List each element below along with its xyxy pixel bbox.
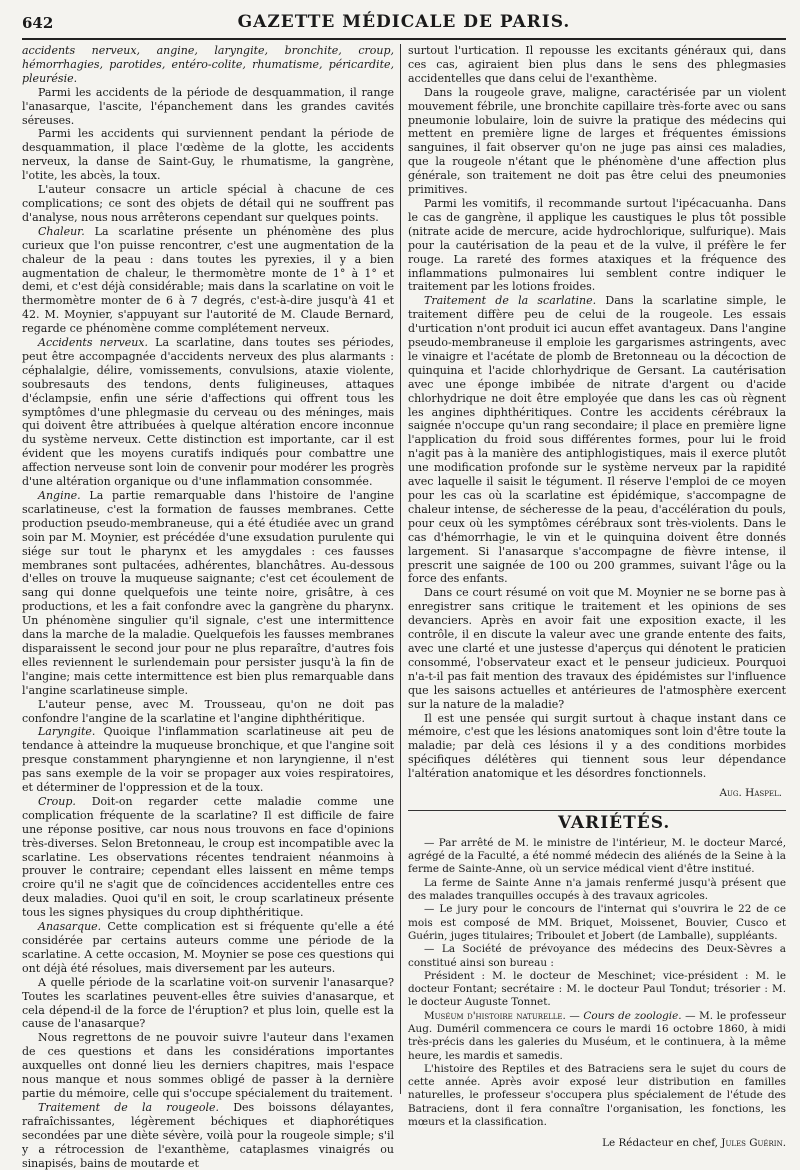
paragraph: L'auteur consacre un article spécial à chacune de ces complications; ce sont des objets de détail qui ne souffrent pas d'analyse, nous nous arrêterons cependant sur quelques points. — [22, 183, 394, 224]
section-head: Croup. — [38, 794, 76, 808]
paragraph-scarlatine: Traitement de la scarlatine. Dans la scarlatine simple, le traitement diffère peu de celui de la rougeole. Les essais d'urtication n'ont produit ici aucun effet avantageux. Dans l'angine pseudo-membraneuse il emploie les gargarismes astringents, avec le vinaigre et l'acétate de plomb de Bretonneau ou la décoction de quinquina et l'acide chlorhydrique de Gersant. La cautérisation avec une éponge imbibée de nitrate d'argent ou d'acide chlorhydrique ne doit être employée que dans les cas où règnent les angines diphthéritiques. Contre les accidents cérébraux la saignée n'occupe qu'un rang secondaire; il place en première ligne l'application du froid sous différentes formes, pour lui le froid n'agit pas à la manière des antiphlogistiques, mais il exerce plutôt une modification profonde sur le système nerveux par la rapidité avec laquelle il saisit le tégument. Il réserve l'emploi de ce moyen pour les cas où la scarlatine est épidémique, s'accompagne de chaleur intense, de sécheresse de la peau, d'accélération du pouls, pour ceux où les symptômes cérébraux sont très-violents. Dans le cas d'hémorrhagie, le vin et le quinquina doivent être donnés largement. Si l'anasarque s'accompagne de fièvre intense, il prescrit une saignée de 100 ou 200 grammes, suivant l'âge ou la force des enfants. — [408, 294, 786, 586]
column-divider — [400, 44, 401, 1094]
section-head: Traitement de la rougeole. — [38, 1100, 219, 1114]
author-signature: Aug. Haspel. — [719, 787, 782, 800]
journal-title: GAZETTE MÉDICALE DE PARIS. — [237, 12, 571, 32]
news-item: La ferme de Sainte Anne n'a jamais renfermé jusqu'à présent que des malades tranquilles occupés à des travaux agricoles. — [408, 876, 786, 903]
section-head: Traitement de la scarlatine. — [424, 294, 597, 308]
paragraph: Dans ce court résumé on voit que M. Moynier ne se borne pas à enregistrer sans critique le traitement et les opinions de ses devanciers. Après en avoir fait une exposition exacte, il les contrôle, il en discute la valeur avec une grande entente des faits, avec une clarté et une justesse d'aperçus qui dénotent le praticien consommé, l'observateur exact et le penseur judicieux. Pourquoi n'a-t-il pas fait mention des travaux des épidémistes sur l'influence que les saisons actuelles et antérieures de l'atmosphère exercent sur la nature de la maladie? — [408, 586, 786, 711]
news-item: — Le jury pour le concours de l'internat qui s'ouvrira le 22 de ce mois est composé de MM. Briquet, Moissenet, Bouvier, Cusco et Guérin, juges titulaires; Triboulet et Jobert (de Lamballe), suppléants. — [408, 903, 786, 942]
section-rule — [408, 810, 786, 811]
section-head: Chaleur. — [38, 224, 85, 238]
paragraph-rougeole: Traitement de la rougeole. Des boissons délayantes, rafraîchissantes, légèrement béchiques et diaphorétiques secondées par une diète sévère, voilà pour la rougeole simple; s'il y a rétrocession de l'exanthème, cataplasmes vinaigrés ou sinapisés, bains de moutarde et — [22, 1100, 394, 1170]
news-item: L'histoire des Reptiles et des Batraciens sera le sujet du cours de cette année. Après avoir exposé leur distribution en familles naturelles, le professeur s'occupera plus spécialement de l'étude des Batraciens, dont il fera connaître l'organisation, les fonctions, les mœurs et la classification. — [408, 1062, 786, 1129]
paragraph: accidents nerveux, angine, laryngite, bronchite, croup, hémorrhagies, parotides, entéro-colite, rhumatisme, péricardite, pleurésie. — [22, 44, 394, 85]
news-item: — Par arrêté de M. le ministre de l'intérieur, M. le docteur Marcé, agrégé de la Faculté, a été nommé médecin des aliénés de la Seine à la ferme de Sainte-Anne, où un service médical vient d'être institué. — [408, 836, 786, 876]
varietes-title: VARIÉTÉS. — [558, 812, 671, 833]
paragraph-croup: Croup. Doit-on regarder cette maladie comme une complication fréquente de la scarlatine? Il est difficile de faire une réponse positive, car nous nous trouvons en face d'opinions très-diverses. Selon Bretonneau, le croup est incompatible avec la scarlatine. Les observations récentes tendraient néanmoins à prouver le contraire; cependant elles laissent en même temps croire qu'il ne s'agit que de coïncidences accidentelles entre ces deux maladies. Quoi qu'il en soit, le croup scarlatineux présente tous les signes physiques du croup diphthéritique. — [22, 794, 394, 920]
paragraph: L'auteur pense, avec M. Trousseau, qu'on ne doit pas confondre l'angine de la scarlatine et l'angine diphthéritique. — [22, 697, 394, 725]
paragraph: Parmi les accidents de la période de desquammation, il range l'anasarque, l'ascite, l'épanchement dans les grandes cavités séreuses. — [22, 85, 394, 127]
paragraph-anasarque: Anasarque. Cette complication est si fréquente qu'elle a été considérée par certains auteurs comme une période de la scarlatine. A cette occasion, M. Moynier se pose ces questions qui ont déjà été résolues, mais diversement par les auteurs. — [22, 920, 394, 975]
section-head: Anasarque. — [38, 920, 102, 934]
news-item: — La Société de prévoyance des médecins des Deux-Sèvres a constitué ainsi son bureau : — [408, 943, 786, 969]
section-head: Accidents nerveux. — [38, 336, 149, 350]
paragraph: Parmi les vomitifs, il recommande surtout l'ipécacuanha. Dans le cas de gangrène, il applique les caustiques le plus tôt possible (nitrate acide de mercure, acide hydrochlorique, sulfurique). Mais pour la cautérisation de la peau et de la vulve, il préfère le fer rouge. La rareté des formes ataxiques et la fréquence des inflammations pulmonaires lui semblent contre indiquer le traitement par les lotions froides. — [408, 196, 786, 294]
paragraph: Parmi les accidents qui surviennent pendant la période de desquammation, il place l'œdème de la glotte, les accidents nerveux, la danse de Saint-Guy, le rhumatisme, la gangrène, l'otite, les abcès, la toux. — [22, 127, 394, 183]
right-column — [408, 44, 787, 1150]
columns — [22, 44, 787, 1170]
paragraph-nerveux: Accidents nerveux. La scarlatine, dans toutes ses périodes, peut être accompagnée d'accidents nerveux des plus alarmants : céphalalgie, délire, vomissements, convulsions, ataxie violente, soubresauts des tendons, dents fuligineuses, attaques d'éclampsie, enfin une série d'affections qui offrent tous les symptômes d'une phlegmasie du cerveau ou des méninges, mais qui doivent être attribuées à quelque altération encore inconnue du système nerveux. Cette distinction est importante, car il est évident que les moyens curatifs indiqués pour combattre une affection nerveuse sont loin de convenir pour modérer les progrès d'une altération organique ou d'une inflammation consommée. — [22, 336, 395, 489]
left-column — [22, 44, 395, 1170]
paragraph-angine: Angine. La partie remarquable dans l'histoire de l'angine scarlatineuse, c'est la formation de fausses membranes. Cette production pseudo-membraneuse, qui a été étudiée avec un grand soin par M. Moynier, est précédée d'une exsudation purulente qui siége sur tout le pharynx et les amygdales : ces fausses membranes sont pultacées, adhérentes, blanchâtres. Au-dessous d'elles on trouve la muqueuse saignante; c'est cet écoulement de sang qui donne quelquefois une teinte noire, grisâtre, à ces productions, et les a fait confondre avec la gangrène du pharynx. Un phénomène singulier qu'il signale, c'est une intermittence dans la marche de la maladie. Quelquefois les fausses membranes disparaissent le second jour pour ne plus reparaître, d'autres fois elles reviennent le surlendemain pour persister jusqu'à la fin de l'angine; mais cette intermittence est bien plus remarquable dans l'angine scarlatineuse simple. — [22, 489, 394, 697]
news-item-museum: Muséum d'histoire naturelle. — Cours de zoologie. — M. le professeur Aug. Duméril commencera ce cours le mardi 16 octobre 1860, à midi très-précis dans les galeries du Muséum, et le continuera, à la même heure, les mardis et samedis. — [408, 1009, 787, 1062]
paragraph: A quelle période de la scarlatine voit-on survenir l'anasarque? Toutes les scarlatines peuvent-elles être suivies d'anasarque, et cela dépend-il de la force de l'éruption? et plus loin, quelle est la cause de l'anasarque? — [22, 975, 394, 1031]
paragraph: Nous regrettons de ne pouvoir suivre l'auteur dans l'examen de ces questions et dans les considérations importantes auxquelles ont donné lieu les derniers chapitres, mais l'espace nous manque et nous sommes obligé de passer à la dernière partie du mémoire, celle qui s'occupe spécialement du traitement. — [22, 1031, 394, 1100]
paragraph: Il est une pensée qui surgit surtout à chaque instant dans ce mémoire, c'est que les lésions anatomiques sont loin d'être toute la maladie; par delà ces lésions il y a des conditions morbides spécifiques délétères qui tiennent sous leur dépendance l'altération anatomique et les désordres fonctionnels. — [408, 711, 786, 781]
museum-head: Muséum d'histoire naturelle. — [424, 1009, 566, 1022]
paragraph-laryngite: Laryngite. Quoique l'inflammation scarlatineuse ait peu de tendance à atteindre la muqueuse bronchique, et que l'angine soit presque constamment pharyngienne et non laryngienne, il n'est pas sans exemple de la voir se propager aux voies respiratoires, et déterminer de l'oppression et de la toux. — [22, 725, 394, 795]
paragraph: surtout l'urtication. Il repousse les excitants généraux qui, dans ces cas, agiraient bien plus dans le sens des phlegmasies accidentelles que dans celui de l'exanthème. — [408, 44, 786, 85]
news-item: Président : M. le docteur de Meschinet; vice-président : M. le docteur Fontant; secrétaire : M. le docteur Paul Tondut; trésorier : M. le docteur Auguste Tonnet. — [408, 969, 786, 1009]
section-head: Angine. — [38, 489, 81, 502]
varietes-section — [408, 837, 786, 1151]
editor-signature: Le Rédacteur en chef, Jules Guérin. — [602, 1137, 786, 1150]
page-number: 642 — [22, 14, 54, 32]
paragraph: Dans la rougeole grave, maligne, caractérisée par un violent mouvement fébrile, une bronchite capillaire très-forte avec ou sans pneumonie lobulaire, loin de suivre la pratique des médecins qui mettent en première ligne de larges et fréquentes émissions sanguines, il fait observer qu'on ne juge pas ainsi ces maladies, que la rougeole n'étant que le phénomène d'une affection plus générale, son traitement ne doit pas être celui des pneumonies primitives. — [408, 85, 786, 197]
section-head: Laryngite. — [38, 725, 96, 739]
paragraph-chaleur: Chaleur. La scarlatine présente un phénomène des plus curieux que l'on puisse rencontrer, c'est une augmentation de la chaleur de la peau : dans toutes les pyrexies, il y a bien augmentation de chaleur, le thermomètre monte de 1° à 1° et demi, et c'est déjà considérable; mais dans la scarlatine on voit le thermomètre monter de 6 à 7 degrés, c'est-à-dire jusqu'à 41 et 42. M. Moynier, s'appuyant sur l'autorité de M. Claude Bernard, regarde ce phénomène comme complétement nerveux. — [22, 224, 394, 336]
page-header — [22, 8, 786, 40]
